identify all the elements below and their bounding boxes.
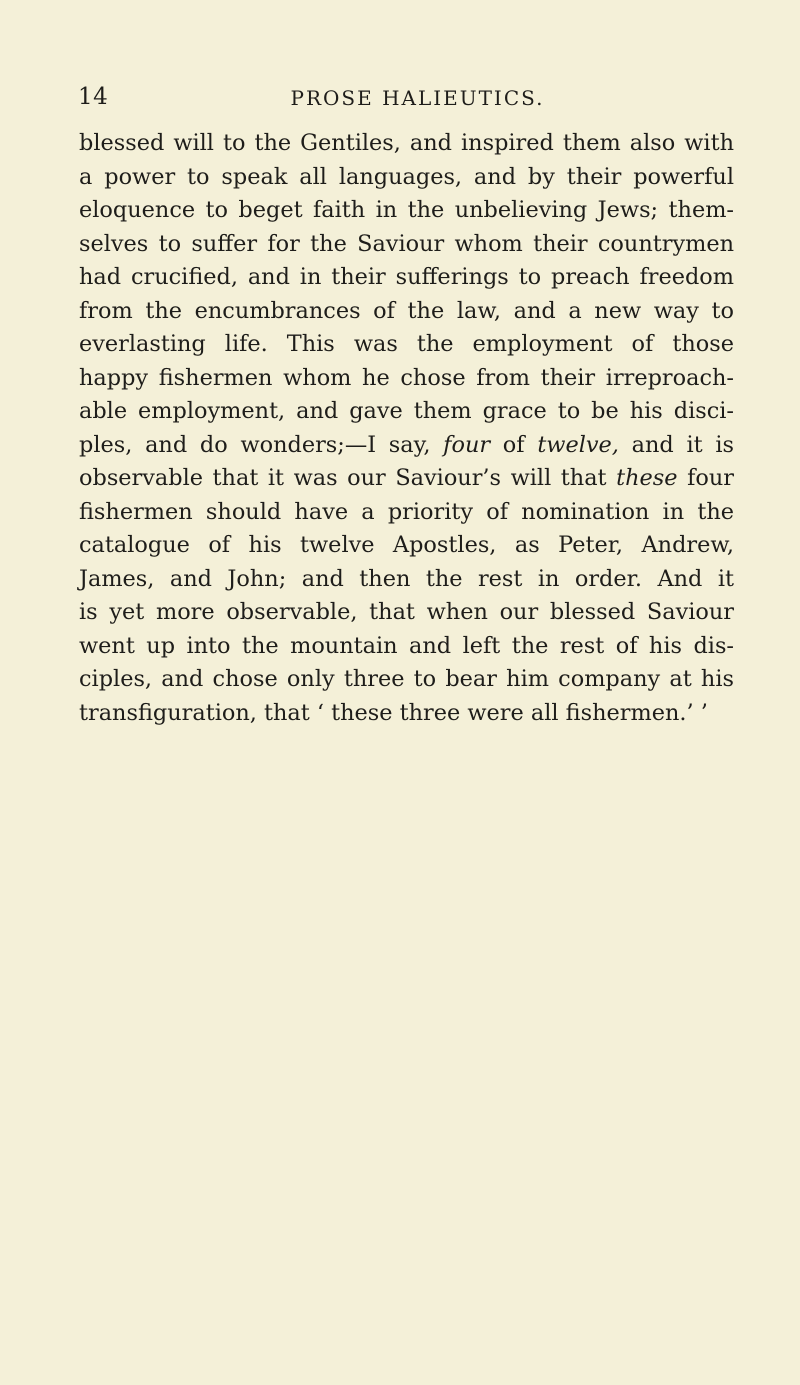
text-line: had crucified, and in their sufferings to preach freedom xyxy=(79,264,734,290)
text-line: transfiguration, that ‘ these three were all fishermen.’ ’ xyxy=(79,699,708,726)
text-line: is yet more observable, that when our blessed Saviour xyxy=(79,599,734,625)
text-line: ples, and do wonders;—I say, four of twelve, and it is xyxy=(79,431,734,458)
text-line: able employment, and gave them grace to be his disci- xyxy=(79,398,734,424)
text-line: observable that it was our Saviour’s will that these four xyxy=(79,465,734,491)
text-line: selves to suffer for the Saviour whom their countrymen xyxy=(79,230,734,257)
italic-word: four xyxy=(443,431,491,458)
text-line: a power to speak all languages, and by their powerful xyxy=(79,163,734,190)
italic-word: these xyxy=(616,465,678,491)
running-head xyxy=(78,84,733,114)
text-line: ciples, and chose only three to bear him company at his xyxy=(79,666,734,692)
text-line: everlasting life. This was the employment of those xyxy=(79,331,734,357)
text-line: eloquence to beget faith in the unbelieving Jews; them- xyxy=(79,197,734,223)
text-line: blessed will to the Gentiles, and inspired them also with xyxy=(79,130,734,156)
page-number: 14 xyxy=(78,84,109,110)
text-line: fishermen should have a priority of nomination in the xyxy=(79,498,734,525)
text-line: James, and John; and then the rest in order. And it xyxy=(79,565,734,592)
text-line: went up into the mountain and left the rest of his dis- xyxy=(79,632,734,659)
text-line: catalogue of his twelve Apostles, as Peter, Andrew, xyxy=(79,532,734,558)
text-line: from the encumbrances of the law, and a new way to xyxy=(79,297,734,324)
text-line: happy fishermen whom he chose from their irreproach- xyxy=(79,364,734,391)
running-title: PROSE HALIEUTICS. xyxy=(290,86,545,110)
italic-word: twelve, xyxy=(537,431,619,458)
body-text xyxy=(79,127,734,730)
